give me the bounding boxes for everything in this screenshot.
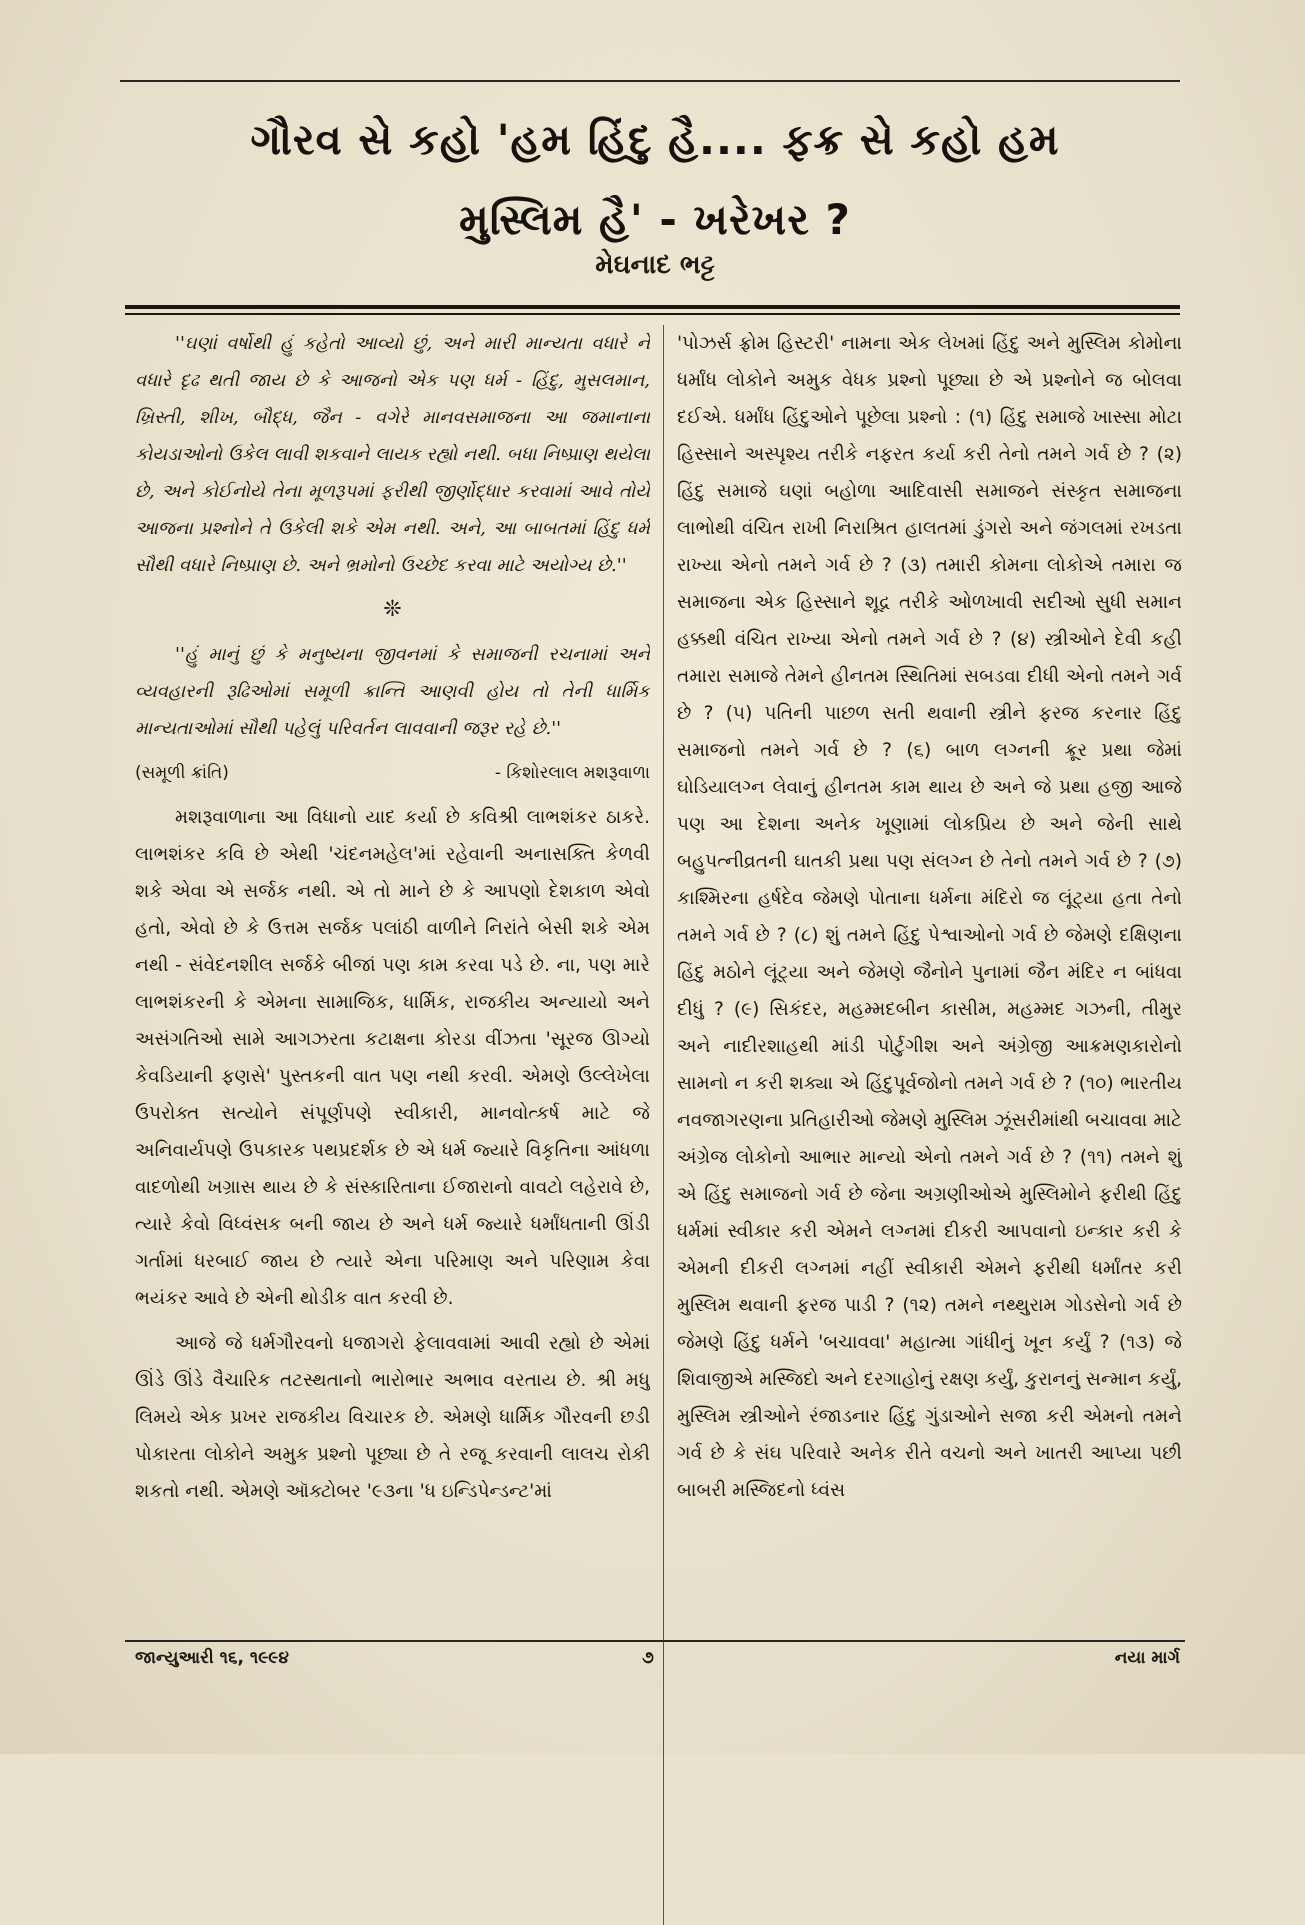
- page-number: ૭: [642, 1648, 654, 1668]
- separator-icon: ❊: [383, 597, 402, 622]
- footer-rule: [125, 1640, 1185, 1642]
- body-paragraph-1: મશરૂવાળાના આ વિધાનો યાદ કર્યા છે કવિશ્રી લાભશંકર ઠાકરે. લાભશંકર કવિ છે એથી 'ચંદનમહેલ'માં રહેવાની અનાસક્તિ કેળવી શકે એવા એ સર્જક નથી. એ તો માને છે કે આપણો દેશકાળ એવો હતો, એવો છે કે ઉત્તમ સર્જક પલાંઠી વાળીને નિરાંતે બેસી શકે એમ નથી - સંવેદનશીલ સર્જકે બીજાં પણ કામ કરવા પડે છે. ના, પણ મારે લાભશંકરની કે એમના સામાજિક, ધાર્મિક, રાજકીય અન્યાયો અને અસંગતિઓ સામે આગઝરતા કટાક્ષના કોરડા વીંઝતા 'સૂરજ ઊગ્યો કેવડિયાની ફણસે' પુસ્તકની વાત પણ નથી કરવી. એમણે ઉલ્લેખેલા ઉપરોક્ત સત્યોને સંપૂર્ણપણે સ્વીકારી, માનવોત્કર્ષ માટે જે અનિવાર્યપણે ઉપકારક પથપ્રદર્શક છે એ ધર્મ જ્યારે વિકૃતિના આંધળા વાદળોથી ખગ્રાસ થાય છે કે સંસ્કારિતાના ઈજારાનો વાવટો લહેરાવે છે, ત્યારે કેવો વિધ્વંસક બની જાય છે અને ધર્મ જ્યારે ધર્માંધતાની ઊંડી ગર્તામાં ધરબાઈ જાય છે ત્યારે એના પરિમાણ અને પરિણામ કેવા ભયંકર આવે છે એની થોડીક વાત કરવી છે.: [135, 807, 650, 1309]
- right-column: [677, 325, 1182, 1760]
- title-line-2: મુસ્લિમ હૈ' - ખરેખર ?: [459, 195, 851, 244]
- top-rule: [120, 80, 1180, 82]
- title-line-1: ગૌરવ સે કહો 'હમ હિંદુ હૈ.... ફક્ર સે કહો હમ: [250, 115, 1060, 164]
- article-title: [110, 100, 1200, 260]
- footer-date: જાન્યુઆરી ૧૬, ૧૯૯૪: [135, 1648, 289, 1668]
- header-divider-thin: [125, 313, 1180, 315]
- left-column: [135, 325, 650, 1760]
- quote-2: ''હું માનું છું કે મનુષ્યના જીવનમાં કે સમાજની રચનામાં અને વ્યવહારની રૂઢિઓમાં સમૂળી ક્રાન્તિ આણવી હોય તો તેની ધાર્મિક માન્યતાઓમાં સૌથી પહેલું પરિવર્તન લાવવાની જરૂર રહે છે.'': [135, 644, 650, 739]
- quote-author: - કિશોરલાલ મશરૂવાળા: [494, 763, 650, 783]
- header-divider-thick: [125, 305, 1180, 309]
- body-paragraph-3: 'પોઝર્સ ફ્રોમ હિસ્ટરી' નામના એક લેખમાં હિંદુ અને મુસ્લિમ કોમોના ધર્માંધ લોકોને અમુક વેધક પ્રશ્નો પૂછ્યા છે એ પ્રશ્નોને જ બોલવા દઈએ. ધર્માંધ હિંદુઓને પૂછેલા પ્રશ્નો : (૧) હિંદુ સમાજે ખાસ્સા મોટા હિસ્સાને અસ્પૃશ્ય તરીકે નફરત કર્યા કરી તેનો તમને ગર્વ છે ? (૨) હિંદુ સમાજે ઘણાં બહોળા આદિવાસી સમાજને સંસ્કૃત સમાજના લાભોથી વંચિત રાખી નિરાશ્રિત હાલતમાં ડુંગરો અને જંગલમાં રખડતા રાખ્યા એનો તમને ગર્વ છે ? (૩) તમારી કોમના લોકોએ તમારા જ સમાજના એક હિસ્સાને શૂદ્ર તરીકે ઓળખાવી સદીઓ સુધી સમાન હક્કથી વંચિત રાખ્યા એનો તમને ગર્વ છે ? (૪) સ્ત્રીઓને દેવી કહી તમારા સમાજે તેમને હીનતમ સ્થિતિમાં સબડવા દીધી એનો તમને ગર્વ છે ? (૫) પતિની પાછળ સતી થવાની સ્ત્રીને ફરજ કરનાર હિંદુ સમાજનો તમને ગર્વ છે ? (૬) બાળ લગ્નની ક્રૂર પ્રથા જેમાં ઘોડિયાલગ્ન લેવાનું હીનતમ કામ થાય છે અને જે પ્રથા હજી આજે પણ આ દેશના અનેક ખૂણામાં લોકપ્રિય છે અને જેની સાથે બહુપત્નીવ્રતની ઘાતકી પ્રથા પણ સંલગ્ન છે તેનો તમને ગર્વ છે ? (૭) કાશ્મિરના હર્ષદેવ જેમણે પોતાના ધર્મના મંદિરો જ લૂંટ્યા હતા તેનો તમને ગર્વ છે ? (૮) શું તમને હિંદુ પેશ્વાઓનો ગર્વ છે જેમણે દક્ષિણના હિંદુ મઠોને લૂંટ્યા અને જેમણે જૈનોને પુનામાં જૈન મંદિર ન બાંધવા દીધું ? (૯) સિકંદર, મહમ્મદબીન કાસીમ, મહમ્મદ ગઝની, તીમુર અને નાદીરશાહથી માંડી પોર્ટુગીશ અને અંગ્રેજી આક્રમણકારોનો સામનો ન કરી શક્યા એ હિંદુપૂર્વજોનો તમને ગર્વ છે ? (૧૦) ભારતીય નવજાગરણના પ્રતિહારીઓ જેમણે મુસ્લિમ ઝૂંસરીમાંથી બચાવવા માટે અંગ્રેજ લોકોનો આભાર માન્યો એનો તમને ગર્વ છે ? (૧૧) તમને શું એ હિંદુ સમાજનો ગર્વ છે જેના અગ્રણીઓએ મુસ્લિમોને ફરીથી હિંદુ ધર્મમાં સ્વીકાર કરી એમને લગ્નમાં દીકરી આપવાનો ઇન્કાર કરી કે એમની દીકરી લગ્નમાં નહીં સ્વીકારી એમને ફરીથી ધર્માંતર કરી મુસ્લિમ થવાની ફરજ પાડી ? (૧૨) તમને નથ્થુરામ ગોડસેનો ગર્વ છે જેમણે હિંદુ ધર્મને 'બચાવવા' મહાત્મા ગાંધીનું ખૂન કર્યું ? (૧૩) જે શિવાજીએ મસ્જિદો અને દરગાહોનું રક્ષણ કર્યું, કુરાનનું સન્માન કર્યું, મુસ્લિમ સ્ત્રીઓને રંજાડનાર હિંદુ ગુંડાઓને સજા કરી એમનો તમને ગર્વ છે કે સંઘ પરિવારે અનેક રીતે વચનો અને ખાતરી આપ્યા પછી બાબરી મસ્જિદનો ધ્વંસ: [677, 333, 1182, 1501]
- magazine-name: નયા માર્ગ: [1114, 1648, 1180, 1668]
- body-paragraph-2: આજે જે ધર્મગૌરવનો ધજાગરો ફેલાવવામાં આવી રહ્યો છે એમાં ઊંડે ઊંડે વૈચારિક તટસ્થતાનો ભારોભાર અભાવ વરતાય છે. શ્રી મધુ લિમયે એક પ્રખર રાજકીય વિચારક છે. એમણે ધાર્મિક ગૌરવની છડી પોકારતા લોકોને અમુક પ્રશ્નો પૂછ્યા છે તે રજૂ કરવાની લાલચ રોકી શકતો નથી. એમણે ઑક્ટોબર '૯૩ના 'ધ ઇન્ડિપેન્ડન્ટ'માં: [135, 1333, 650, 1502]
- quote-attribution: [135, 753, 650, 793]
- quote-source: (સમૂળી ક્રાંતિ): [135, 763, 229, 783]
- column-divider: [663, 325, 664, 1925]
- quote-1: ''ઘણાં વર્ષોથી હું કહેતો આવ્યો છું, અને મારી માન્યતા વધારે ને વધારે દૃઢ થતી જાય છે કે આજનો એક પણ ધર્મ - હિંદુ, મુસલમાન, ખ્રિસ્તી, શીખ, બૌદ્ધ, જૈન - વગેરે માનવસમાજના આ જમાનાના કોયડાઓનો ઉકેલ લાવી શકવાને લાયક રહ્યો નથી. બધા નિષ્પ્રાણ થયેલા છે, અને કોઈનોયે તેના મૂળરૂપમાં ફરીથી જીર્ણોદ્ધાર કરવામાં આવે તોયે આજના પ્રશ્નોને તે ઉકેલી શકે એમ નથી. અને, આ બાબતમાં હિંદુ ધર્મ સૌથી વધારે નિષ્પ્રાણ છે. અને ભ્રમોનો ઉચ્છેદ કરવા માટે અયોગ્ય છે.'': [135, 333, 650, 576]
- author-name: મેઘનાદ ભટ્ટ: [595, 250, 715, 280]
